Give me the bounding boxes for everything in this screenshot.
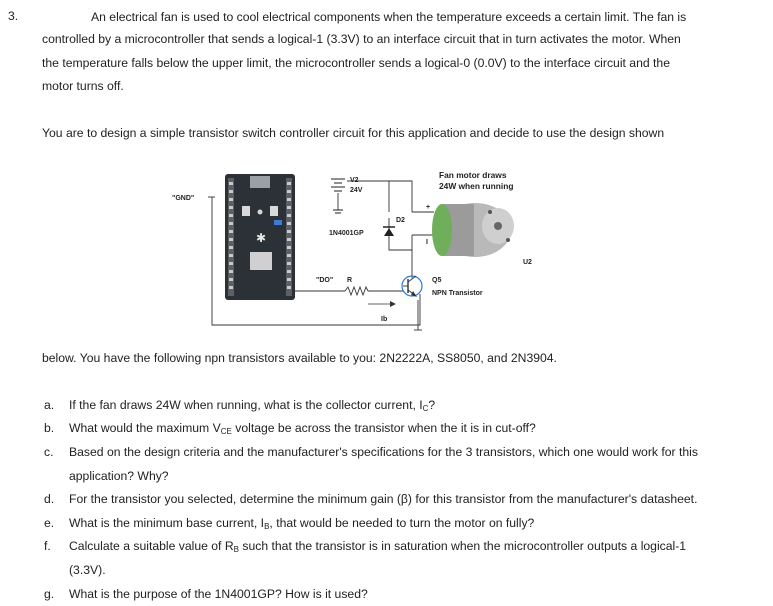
intro-line-2: controlled by a microcontroller that sends a logical-1 (3.3V) to an interface circuit that in turn activates the motor. When: [42, 32, 681, 46]
resistor-r: [345, 287, 368, 295]
question-text-tail: ?: [428, 398, 436, 412]
question-text: [69, 398, 435, 413]
gnd-label: "GND": [172, 195, 195, 202]
ib-label: Ib: [381, 316, 388, 323]
diode-label: 1N4001GP: [329, 230, 364, 237]
intro-line-4: motor turns off.: [42, 79, 124, 93]
fan-motor-image: [432, 203, 514, 257]
question-letter: g.: [44, 587, 55, 601]
u2-label: U2: [523, 259, 532, 266]
question-text-tail: , that would be needed to turn the motor on fully?: [269, 516, 535, 530]
question-text-main: For the transistor you selected, determine the minimum gain (β) for this transistor from the manufacturer's datasheet.: [69, 492, 698, 506]
design-line: You are to design a simple transistor switch controller circuit for this application and decide to use the design shown: [42, 126, 665, 140]
question-text-main: What is the purpose of the 1N4001GP? How is it used?: [69, 587, 368, 601]
question-text-main: What is the minimum base current, I: [69, 516, 265, 530]
question-text-main: Based on the design criteria and the manufacturer's specifications for the 3 transistors, which one would work for this: [69, 445, 698, 459]
question-text: [69, 492, 697, 506]
v2-label: V2: [350, 177, 359, 184]
question-text: [69, 516, 534, 531]
microcontroller-board: [225, 174, 295, 300]
question-text-main: Calculate a suitable value of R: [69, 539, 234, 553]
do-label: "DO": [316, 277, 334, 284]
svg-text:✱: ✱: [255, 231, 267, 245]
fan-label-2: 24W when running: [439, 181, 514, 191]
v24-label: 24V: [350, 187, 363, 194]
question-text: [69, 539, 686, 554]
circuit-diagram: [150, 160, 550, 346]
question-text-main: What would the maximum V: [69, 421, 221, 435]
question-text: [69, 587, 368, 601]
problem-number: 3.: [8, 9, 19, 23]
question-text: [69, 469, 169, 483]
question-letter: c.: [44, 445, 54, 459]
question-text-main: application? Why?: [69, 469, 169, 483]
question-letter: b.: [44, 421, 55, 435]
transistor-q5: [402, 276, 422, 297]
question-text: [69, 563, 106, 577]
question-text-tail: such that the transistor is in saturation when the microcontroller outputs a logical-1: [238, 539, 687, 553]
fan-label-1: Fan motor draws: [439, 170, 507, 180]
motor-plus-label: +: [426, 204, 431, 211]
question-letter: f.: [44, 539, 51, 553]
question-text-main: If the fan draws 24W when running, what is the collector current, I: [69, 398, 423, 412]
question-letter: a.: [44, 398, 55, 412]
question-text-main: (3.3V).: [69, 563, 106, 577]
intro-line-1: An electrical fan is used to cool electrical components when the temperature exceeds a certain limit. The fan is: [91, 10, 687, 24]
motor-minus-label: I: [426, 239, 428, 246]
question-subscript: C: [422, 404, 429, 413]
question-letter: e.: [44, 516, 55, 530]
d2-label: D2: [396, 217, 405, 224]
intro-line-3: the temperature falls below the upper limit, the microcontroller sends a logical-0 (0.0V) to the interface circuit and the: [42, 56, 670, 70]
diode-d2: [383, 227, 395, 236]
npn-label: NPN Transistor: [432, 290, 483, 297]
r-label: R: [347, 277, 353, 284]
question-subscript: B: [264, 522, 270, 531]
question-text: [69, 421, 536, 436]
question-subscript: B: [233, 545, 239, 554]
below-line: below. You have the following npn transistors available to you: 2N2222A, SS8050, and 2N3904.: [42, 351, 557, 365]
question-subscript: CE: [220, 427, 232, 436]
q5-label: Q5: [432, 277, 442, 284]
question-text-tail: voltage be across the transistor when the it is in cut-off?: [231, 421, 536, 435]
question-letter: d.: [44, 492, 55, 506]
question-text: [69, 445, 698, 459]
